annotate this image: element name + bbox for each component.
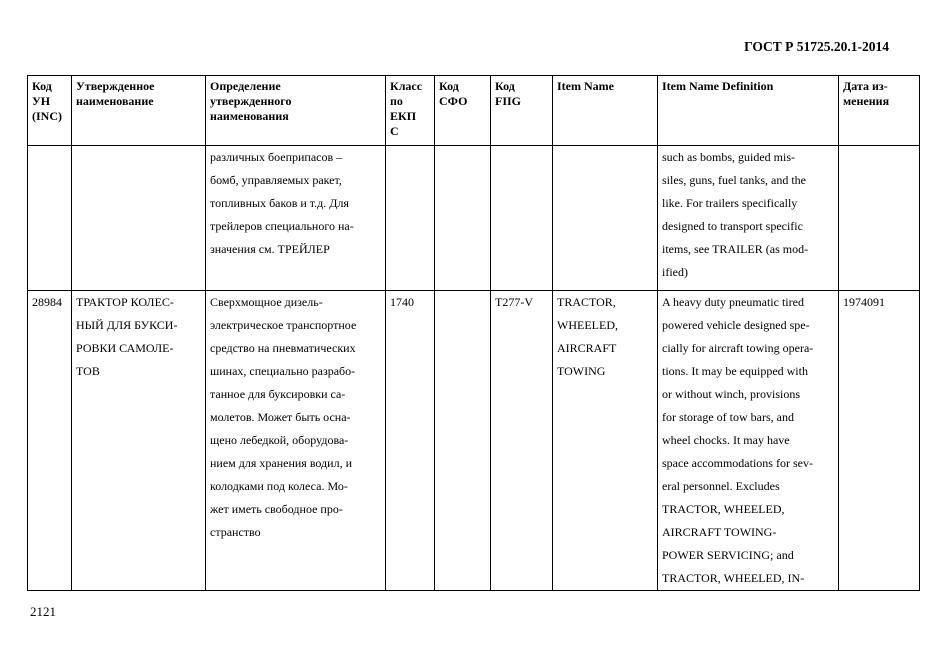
cell-line: TRACTOR, WHEELED, IN- <box>662 571 805 585</box>
header-line: Код <box>32 79 52 93</box>
cell-line: eral personnel. Excludes <box>662 479 780 493</box>
cell-definition-en <box>658 291 839 591</box>
header-class <box>386 76 435 146</box>
cell-approved-name <box>72 291 206 591</box>
cell-line: топливных баков и т.д. Для <box>210 196 349 210</box>
header-definition-ru <box>206 76 386 146</box>
header-inc <box>28 76 72 146</box>
header-line: Определение <box>210 79 281 93</box>
cell-inc <box>28 291 72 591</box>
header-line: по <box>390 94 403 108</box>
cell-sfo <box>435 291 491 591</box>
cell-line: ТРАКТОР КОЛЕС- <box>76 295 174 309</box>
header-line: Код <box>495 79 515 93</box>
header-line: FIIG <box>495 94 522 108</box>
cell-line: wheel chocks. It may have <box>662 433 790 447</box>
cell-line: T277-V <box>495 295 533 309</box>
cell-line: жет иметь свободное про- <box>210 502 343 516</box>
cell-line: танное для буксировки са- <box>210 387 346 401</box>
cell-line: электрическое транспортное <box>210 318 357 332</box>
header-line: Item Name Definition <box>662 79 774 93</box>
cell-sfo <box>435 146 491 291</box>
cell-line: шинах, специально разрабо- <box>210 364 356 378</box>
cell-line: щено лебедкой, оборудова- <box>210 433 349 447</box>
header-line: Утвержденное <box>76 79 155 93</box>
header-line: ЕКП <box>390 109 417 123</box>
header-line: наименования <box>210 109 289 123</box>
header-line: Item Name <box>557 79 614 93</box>
header-date <box>839 76 920 146</box>
cell-class <box>386 146 435 291</box>
cell-line: WHEELED, <box>557 318 618 332</box>
cell-line: средство на пневматических <box>210 341 356 355</box>
cell-line: TOWING <box>557 364 606 378</box>
cell-item-name <box>553 146 658 291</box>
cell-line: AIRCRAFT <box>557 341 617 355</box>
cell-line: колодками под колеса. Мо- <box>210 479 348 493</box>
cell-line: странство <box>210 525 261 539</box>
cell-line: POWER SERVICING; and <box>662 548 794 562</box>
header-line: УН <box>32 94 51 108</box>
cell-line: РОВКИ САМОЛЕ- <box>76 341 174 355</box>
header-sfo <box>435 76 491 146</box>
cell-date <box>839 291 920 591</box>
cell-line: cially for aircraft towing opera- <box>662 341 814 355</box>
cell-line: Сверхмощное дизель- <box>210 295 323 309</box>
header-line: С <box>390 124 399 138</box>
cell-line: НЫЙ ДЛЯ БУКСИ- <box>76 318 178 332</box>
header-line: наименование <box>76 94 154 108</box>
cell-date <box>839 146 920 291</box>
cell-line: for storage of tow bars, and <box>662 410 794 424</box>
specification-table <box>27 75 920 591</box>
table-header-row <box>28 76 920 146</box>
header-approved-name <box>72 76 206 146</box>
cell-line: designed to transport specific <box>662 219 803 233</box>
cell-line: трейлеров специального на- <box>210 219 354 233</box>
header-line: Дата из- <box>843 79 888 93</box>
header-fiig <box>491 76 553 146</box>
cell-line: 28984 <box>32 295 62 309</box>
cell-line: 1740 <box>390 295 414 309</box>
page-number: 2121 <box>30 604 56 619</box>
header-item-name <box>553 76 658 146</box>
cell-line: siles, guns, fuel tanks, and the <box>662 173 806 187</box>
cell-line: like. For trailers specifically <box>662 196 798 210</box>
cell-approved-name <box>72 146 206 291</box>
cell-definition-ru <box>206 146 386 291</box>
document-title: ГОСТ Р 51725.20.1-2014 <box>744 39 889 54</box>
cell-line: нием для хранения водил, и <box>210 456 352 470</box>
cell-line: such as bombs, guided mis- <box>662 150 795 164</box>
cell-line: space accommodations for sev- <box>662 456 813 470</box>
header-definition-en <box>658 76 839 146</box>
cell-line: TRACTOR, <box>557 295 616 309</box>
cell-line: значения см. ТРЕЙЛЕР <box>210 242 330 256</box>
cell-line: AIRCRAFT TOWING- <box>662 525 777 539</box>
header-line: (INC) <box>32 109 62 123</box>
cell-line: powered vehicle designed spe- <box>662 318 810 332</box>
cell-line: TRACTOR, WHEELED, <box>662 502 785 516</box>
cell-line: tions. It may be equipped with <box>662 364 808 378</box>
cell-line: ified) <box>662 265 688 279</box>
table-row <box>28 146 920 291</box>
header-line: менения <box>843 94 890 108</box>
cell-line: or without winch, provisions <box>662 387 800 401</box>
table-row <box>28 291 920 591</box>
cell-fiig <box>491 146 553 291</box>
cell-inc <box>28 146 72 291</box>
cell-line: бомб, управляемых ракет, <box>210 173 342 187</box>
cell-line: ТОВ <box>76 364 100 378</box>
header-line: утвержденного <box>210 94 292 108</box>
cell-line: молетов. Может быть осна- <box>210 410 351 424</box>
cell-definition-en <box>658 146 839 291</box>
cell-line: различных боеприпасов – <box>210 150 343 164</box>
header-line: Класс <box>390 79 423 93</box>
cell-class <box>386 291 435 591</box>
cell-definition-ru <box>206 291 386 591</box>
header-line: Код <box>439 79 459 93</box>
cell-item-name <box>553 291 658 591</box>
header-line: СФО <box>439 94 468 108</box>
cell-fiig <box>491 291 553 591</box>
cell-line: items, see TRAILER (as mod- <box>662 242 809 256</box>
cell-line: 1974091 <box>843 295 885 309</box>
cell-line: A heavy duty pneumatic tired <box>662 295 804 309</box>
